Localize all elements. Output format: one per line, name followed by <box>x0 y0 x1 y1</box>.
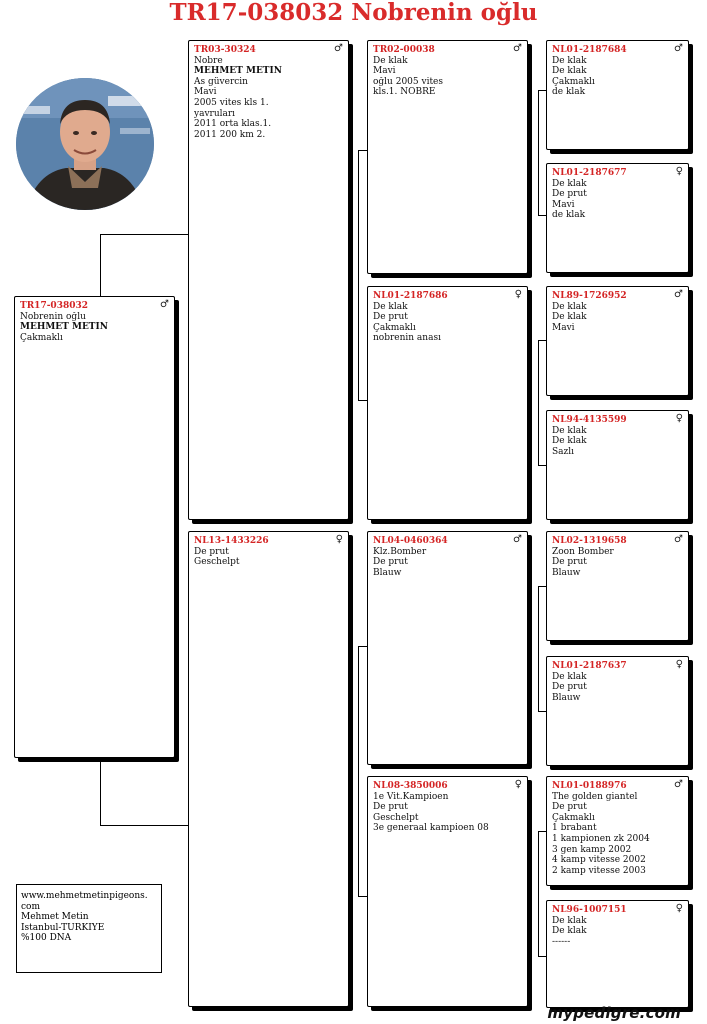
ring-number: NL89-1726952 <box>552 291 627 301</box>
ring-number: TR03-30324 <box>194 45 256 55</box>
card-line: Mavi <box>552 322 575 333</box>
ggp-card-3[interactable] <box>546 286 689 396</box>
card-line: Nobrenin oğlu <box>20 311 86 322</box>
card-line: yavruları <box>194 108 236 119</box>
connector <box>538 831 546 832</box>
card-line: Çakmaklı <box>373 322 416 333</box>
card-line: Klz.Bomber <box>373 546 427 557</box>
connector <box>538 711 546 712</box>
card-line: Sazlı <box>552 446 575 457</box>
card-line: Mavi <box>552 199 575 210</box>
connector <box>358 646 359 896</box>
card-line: As güvercin <box>194 76 248 87</box>
card-line: ------ <box>552 936 571 947</box>
card-line: De klak <box>552 55 587 66</box>
ring-number: TR02-00038 <box>373 45 435 55</box>
connector <box>538 465 546 466</box>
connector <box>100 234 101 296</box>
card-line: Zoon Bomber <box>552 546 614 557</box>
ring-number: NL94-4135599 <box>552 415 627 425</box>
brand-logo: mypedigre.com <box>547 1004 681 1022</box>
ring-number: NL08-3850006 <box>373 781 448 791</box>
subject-card[interactable] <box>14 296 175 758</box>
card-line: 2011 orta klas.1. <box>194 119 272 130</box>
ggp-card-4[interactable] <box>546 410 689 520</box>
card-line: 3e generaal kampioen 08 <box>373 823 489 834</box>
male-icon: ♂ <box>674 43 683 54</box>
male-icon: ♂ <box>674 289 683 300</box>
card-line: 1e Vit.Kampioen <box>373 791 449 802</box>
card-line: Çakmaklı <box>20 332 63 343</box>
portrait-image <box>16 78 154 210</box>
owner-location: Istanbul-TÜRKİYE <box>21 922 105 933</box>
sire-dam-card[interactable] <box>367 286 528 520</box>
card-line: De prut <box>373 802 408 813</box>
female-icon: ♀ <box>675 166 683 177</box>
ggp-card-1[interactable] <box>546 40 689 150</box>
ggp-card-7[interactable] <box>546 776 689 886</box>
female-icon: ♀ <box>335 534 343 545</box>
card-line: 1 kampionen zk 2004 <box>552 833 650 844</box>
card-line: De klak <box>552 425 587 436</box>
ring-number: NL04-0460364 <box>373 536 448 546</box>
ring-number: NL01-2187637 <box>552 661 627 671</box>
card-line: oğlu 2005 vites <box>373 76 444 87</box>
female-icon: ♀ <box>675 903 683 914</box>
female-icon: ♀ <box>675 659 683 670</box>
dna-note: %100 DNA <box>21 933 72 944</box>
card-line: Blauw <box>552 692 581 703</box>
card-line: Mavi <box>373 66 396 77</box>
connector <box>538 215 546 216</box>
card-line: De klak <box>373 301 408 312</box>
card-line: De klak <box>552 436 587 447</box>
card-line: Blauw <box>373 567 402 578</box>
sire-card[interactable] <box>188 40 349 520</box>
dam-sire-card[interactable] <box>367 531 528 765</box>
male-icon: ♂ <box>513 43 522 54</box>
ggp-card-6[interactable] <box>546 656 689 766</box>
male-icon: ♂ <box>674 534 683 545</box>
ring-number: NL01-2187686 <box>373 291 448 301</box>
card-line: De prut <box>194 546 229 557</box>
connector <box>100 234 189 235</box>
ggp-card-2[interactable] <box>546 163 689 273</box>
card-line: De klak <box>552 926 587 937</box>
card-line: Blauw <box>552 567 581 578</box>
website-link[interactable]: www.mehmetmetinpigeons. <box>21 891 148 901</box>
sire-sire-card[interactable] <box>367 40 528 274</box>
ring-number: NL13-1433226 <box>194 536 269 546</box>
card-line: De klak <box>552 915 587 926</box>
owner-name: MEHMET METİN <box>20 322 108 333</box>
card-line: De prut <box>373 557 408 568</box>
card-line: kls.1. NOBRE <box>373 87 436 98</box>
card-line: De klak <box>552 301 587 312</box>
card-line: Mavi <box>194 87 217 98</box>
card-line: De prut <box>552 557 587 568</box>
connector <box>538 586 546 587</box>
ring-number: NL01-2187677 <box>552 168 627 178</box>
female-icon: ♀ <box>675 413 683 424</box>
male-icon: ♂ <box>160 299 169 310</box>
card-line: The golden giantel <box>552 791 638 802</box>
card-line: de klak <box>552 87 586 98</box>
owner-name: Mehmet Metin <box>21 912 89 923</box>
dam-card[interactable] <box>188 531 349 1007</box>
ring-number: TR17-038032 <box>20 301 89 311</box>
card-line: De prut <box>552 802 587 813</box>
website-link-cont[interactable]: com <box>21 901 40 912</box>
card-line: De klak <box>373 55 408 66</box>
female-icon: ♀ <box>514 779 522 790</box>
connector <box>538 831 539 956</box>
male-icon: ♂ <box>334 43 343 54</box>
card-line: 3 gen kamp 2002 <box>552 844 632 855</box>
ggp-card-8[interactable] <box>546 900 689 1008</box>
connector <box>538 956 546 957</box>
ring-number: NL96-1007151 <box>552 905 627 915</box>
connector <box>538 340 539 465</box>
dam-dam-card[interactable] <box>367 776 528 1007</box>
card-line: De klak <box>552 66 587 77</box>
card-line: De prut <box>552 682 587 693</box>
owner-name: MEHMET METİN <box>194 66 282 77</box>
ring-number: NL02-1319658 <box>552 536 627 546</box>
ring-number: NL01-2187684 <box>552 45 627 55</box>
card-line: 1 brabant <box>552 823 597 834</box>
ggp-card-5[interactable] <box>546 531 689 641</box>
connector <box>538 586 539 711</box>
ring-number: NL01-0188976 <box>552 781 627 791</box>
card-line: 4 kamp vitesse 2002 <box>552 855 646 866</box>
card-line: De prut <box>552 189 587 200</box>
owner-info-box <box>16 884 162 973</box>
card-line: De klak <box>552 312 587 323</box>
owner-photo <box>16 78 154 210</box>
card-line: Geschelpt <box>194 557 240 568</box>
male-icon: ♂ <box>674 779 683 790</box>
card-line: Çakmaklı <box>552 812 595 823</box>
card-line: 2005 vites kls 1. <box>194 97 269 108</box>
card-line: Nobre <box>194 55 223 66</box>
connector <box>100 760 101 825</box>
card-line: De klak <box>552 671 587 682</box>
card-line: Çakmaklı <box>552 76 595 87</box>
connector <box>100 825 189 826</box>
connector <box>358 150 359 400</box>
card-line: 2011 200 km 2. <box>194 129 266 140</box>
male-icon: ♂ <box>513 534 522 545</box>
page-title: TR17-038032 Nobrenin oğlu <box>169 0 538 26</box>
card-line: De klak <box>552 178 587 189</box>
female-icon: ♀ <box>514 289 522 300</box>
card-line: 2 kamp vitesse 2003 <box>552 865 646 876</box>
card-line: de klak <box>552 210 586 221</box>
card-line: nobrenin anası <box>373 333 441 344</box>
connector <box>538 340 546 341</box>
card-line: De prut <box>373 312 408 323</box>
connector <box>538 90 546 91</box>
card-line: Geschelpt <box>373 812 419 823</box>
connector <box>538 90 539 215</box>
